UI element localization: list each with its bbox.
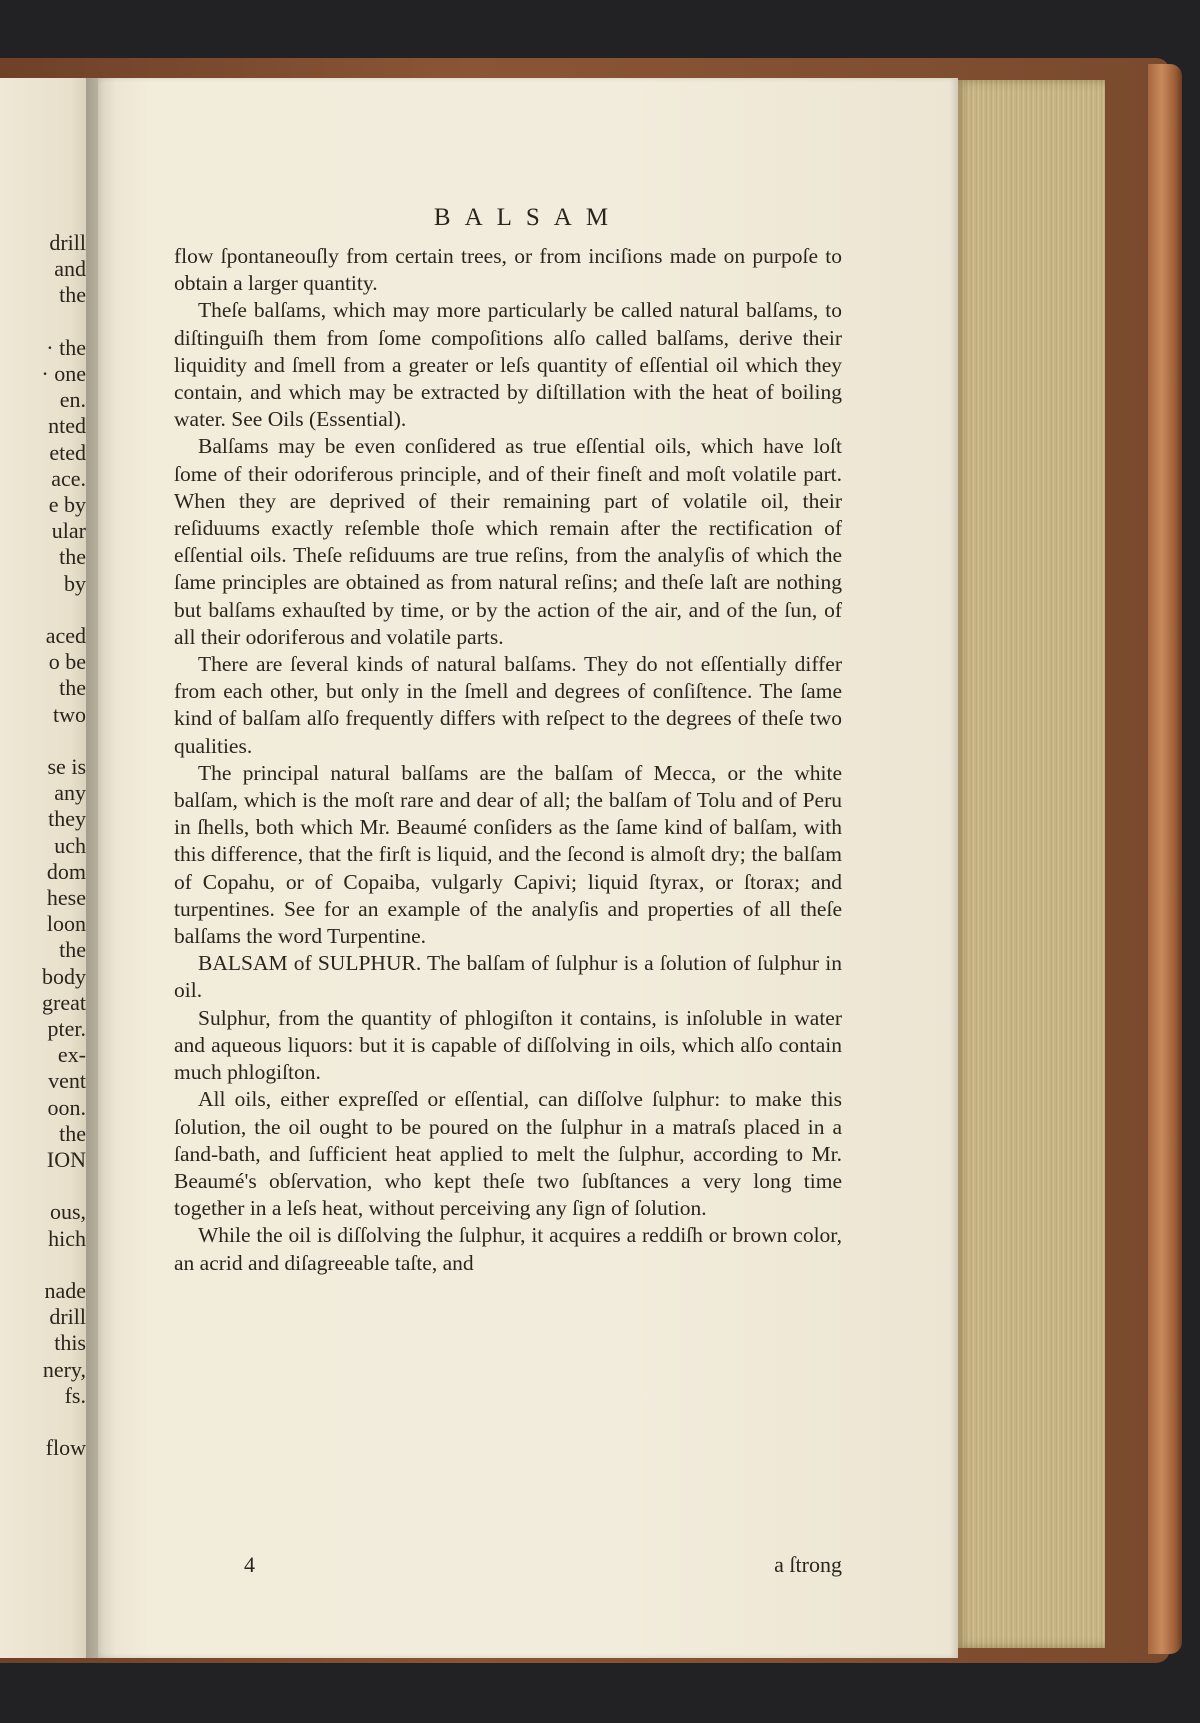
right-page — [98, 78, 958, 1658]
left-page-fragment: ION — [46, 1147, 86, 1172]
paragraph: Theſe balſams, which may more particularly be called natural balſams, to diſtinguiſh them from ſome compoſitions alſo called balſams, derive their liquidity and ſmell from a greater or leſs quantity of eſſential oil which they contain, and which may be extracted by diſtillation with the heat of boiling water. See Oils (Essential). — [174, 298, 842, 432]
left-page-fragment: oon. — [47, 1094, 86, 1120]
left-page-fragment: ex- — [57, 1042, 86, 1068]
left-page-fragment: nted — [48, 413, 86, 439]
left-page-fragment: e by — [48, 492, 86, 517]
left-page-fragment: the — [59, 1120, 86, 1146]
left-page — [0, 78, 100, 1658]
left-page-fragment: hich — [48, 1225, 86, 1251]
left-page-fragment: the — [59, 937, 86, 963]
paragraph: flow ſpontaneouſly from certain trees, or from inciſions made on purpoſe to obtain a larger quantity. — [174, 244, 842, 296]
left-page-fragment: flow — [45, 1435, 86, 1461]
left-page-fragment: ace. — [51, 465, 86, 491]
paragraph: While the oil is diſſolving the ſulphur, it acquires a reddiſh or brown color, an acrid and diſagreeable taſte, and — [174, 1223, 842, 1275]
left-page-fragment: any — [54, 780, 86, 806]
left-page-fragment: aced — [45, 623, 86, 648]
left-page-fragment: o be — [48, 649, 86, 675]
left-page-fragment: pter. — [47, 1016, 86, 1041]
left-page-fragment: dom — [46, 858, 86, 884]
paragraph: There are ſeveral kinds of natural balſams. They do not eſſentially differ from each other, but only in the ſmell and degrees of conſiſtence. The ſame kind of balſam alſo frequently differs with reſpect to the degrees of theſe two qualities. — [174, 652, 842, 758]
paragraph: All oils, either expreſſed or eſſential, can diſſolve ſulphur: to make this ſolution, the oil ought to be poured on the ſulphur in a matraſs placed in a ſand-bath, and ſufficient heat applied to melt the ſulphur, according to Mr. Beaumé's obſervation, who kept theſe two ſubſtances a very long time together in a leſs heat, without perceiving any ſign of ſolution. — [174, 1087, 842, 1221]
left-page-fragment: great — [42, 989, 86, 1015]
left-page-fragment: the — [59, 282, 86, 308]
left-page-fragment: en. — [59, 387, 86, 413]
paragraph: BALSAM of SULPHUR. The balſam of ſulphur is a ſolution of ſulphur in oil. — [174, 951, 842, 1003]
left-page-fragment: · the — [46, 334, 86, 360]
left-page-fragment: eted — [49, 439, 86, 465]
left-page-fragment: se is — [47, 754, 86, 779]
paragraph: The principal natural balſams are the balſam of Mecca, or the white balſam, which is the moſt rare and dear of all; the balſam of Tolu and of Peru in ſhells, both which Mr. Beaumé conſiders as the ſame kind of balſam, with this difference, that the firſt is liquid, and the ſecond is almoſt dry; the balſam of Copahu, or of Copaiba, vulgarly Capivi; liquid ſtyrax, or ſtorax; and turpentines. See for an example of the analyſis and properties of all theſe balſams the word Turpentine. — [174, 760, 842, 949]
page-edges — [955, 80, 1105, 1648]
left-page-fragment: and — [54, 256, 86, 282]
left-page-fragment: loon — [46, 911, 86, 937]
left-page-fragment: drill — [49, 230, 86, 255]
book-cover-edge — [1148, 64, 1182, 1654]
left-page-fragment: body — [42, 963, 86, 989]
left-page-fragment: ous, — [49, 1199, 86, 1225]
left-page-fragment: drill — [49, 1304, 86, 1330]
left-page-fragment: ular — [51, 518, 86, 544]
paragraph: Balſams may be even conſidered as true eſſential oils, which have loſt ſome of their odoriferous principle, and of their fineſt and moſt volatile part. When they are deprived of their remaining part of volatile oil, their reſiduums exactly reſemble thoſe which remain after the rectification of eſſential oils. Theſe reſiduums are true reſins, from the analyſis of which the ſame principles are obtained as from natural reſins; and theſe laſt are nothing but balſams exhauſted by time, or by the action of the air, and of the ſun, of all their odoriferous and volatile parts. — [174, 434, 842, 649]
gutter-shadow — [86, 78, 116, 1658]
left-page-fragment: fs. — [64, 1382, 86, 1408]
signature-mark: 4 — [244, 1552, 255, 1577]
left-page-fragment: vent — [48, 1068, 86, 1094]
catchword: a ſtrong — [774, 1552, 842, 1577]
left-page-fragment: this — [54, 1330, 86, 1356]
body-text — [174, 243, 842, 1277]
left-page-fragment: hese — [46, 885, 86, 910]
left-page-fragment: two — [53, 701, 86, 727]
left-page-fragment: they — [48, 806, 86, 832]
left-page-fragment: · one — [41, 361, 86, 386]
left-page-fragment: the — [59, 675, 86, 701]
paragraph: Sulphur, from the quantity of phlogiſton it contains, is inſoluble in water and aqueous liquors: but it is capable of diſſolving in oils, which alſo contain much phlogiſton. — [174, 1005, 842, 1085]
running-head: BALSAM — [433, 204, 623, 231]
left-page-fragment: uch — [54, 832, 86, 858]
left-page-fragment: nade — [44, 1278, 86, 1303]
left-page-fragment: the — [59, 544, 86, 570]
left-page-fragment: nery, — [42, 1356, 86, 1382]
left-page-fragment: by — [64, 570, 86, 596]
